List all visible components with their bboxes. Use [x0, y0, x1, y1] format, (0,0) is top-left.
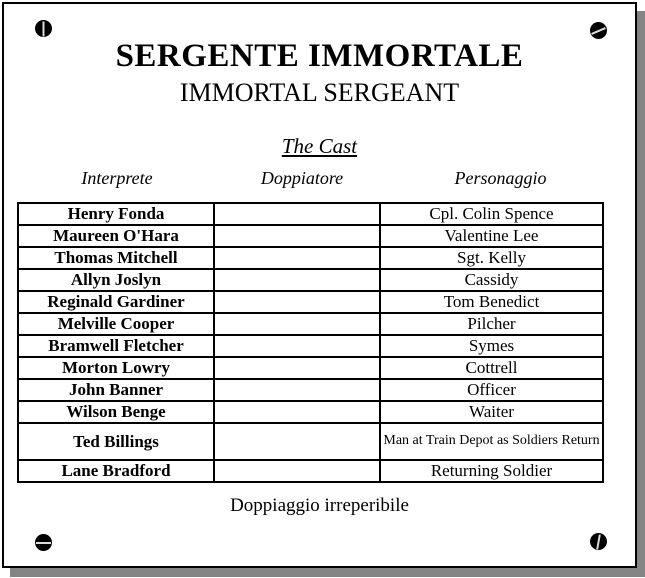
dubber-cell — [214, 379, 380, 401]
actor-cell: Henry Fonda — [18, 203, 214, 225]
table-row — [18, 291, 603, 313]
dubber-cell — [214, 291, 380, 313]
page-subtitle: IMMORTAL SERGEANT — [179, 78, 460, 107]
screw-head-icon — [590, 533, 607, 550]
table-row — [18, 247, 603, 269]
actor-cell: Melville Cooper — [18, 313, 214, 335]
page-title: SERGENTE IMMORTALE — [115, 38, 524, 74]
cast-heading-text: The Cast — [281, 134, 358, 158]
table-row — [18, 460, 603, 482]
dubber-cell — [214, 313, 380, 335]
cast-heading — [4, 136, 635, 157]
character-cell: Symes — [380, 335, 603, 357]
character-cell: Cassidy — [380, 269, 603, 291]
table-row — [18, 225, 603, 247]
character-cell: Officer — [380, 379, 603, 401]
table-row — [18, 203, 603, 225]
actor-cell: Thomas Mitchell — [18, 247, 214, 269]
character-cell: Man at Train Depot as Soldiers Return — [380, 423, 603, 460]
character-cell: Waiter — [380, 401, 603, 423]
screw-slot — [36, 542, 51, 544]
actor-cell: Maureen O'Hara — [18, 225, 214, 247]
table-row — [18, 401, 603, 423]
table-row — [18, 357, 603, 379]
dubber-cell — [214, 269, 380, 291]
screw-head-icon — [35, 534, 52, 551]
page-board — [2, 2, 637, 568]
column-header-personaggio: Personaggio — [454, 168, 547, 188]
character-cell: Returning Soldier — [380, 460, 603, 482]
actor-cell: Bramwell Fletcher — [18, 335, 214, 357]
table-row — [18, 269, 603, 291]
actor-cell: Wilson Benge — [18, 401, 214, 423]
table-row — [18, 379, 603, 401]
column-header-doppiatore: Doppiatore — [260, 168, 344, 188]
actor-cell: Morton Lowry — [18, 357, 214, 379]
character-cell: Tom Benedict — [380, 291, 603, 313]
dubber-cell — [214, 423, 380, 460]
dubber-cell — [214, 203, 380, 225]
dubber-cell — [214, 460, 380, 482]
character-cell: Sgt. Kelly — [380, 247, 603, 269]
table-row — [18, 423, 603, 460]
column-header-interprete: Interprete — [81, 168, 153, 188]
table-row — [18, 335, 603, 357]
character-cell: Cpl. Colin Spence — [380, 203, 603, 225]
character-cell: Pilcher — [380, 313, 603, 335]
screw-slot — [591, 27, 606, 35]
table-row — [18, 313, 603, 335]
dubber-cell — [214, 401, 380, 423]
actor-cell: Lane Bradford — [18, 460, 214, 482]
character-cell: Cottrell — [380, 357, 603, 379]
screw-head-icon — [35, 20, 52, 37]
actor-cell: Reginald Gardiner — [18, 291, 214, 313]
actor-cell: Ted Billings — [18, 423, 214, 460]
dubber-cell — [214, 357, 380, 379]
dubber-cell — [214, 335, 380, 357]
screw-slot — [596, 534, 601, 549]
screw-slot — [43, 21, 45, 36]
dubbing-note: Doppiaggio irreperibile — [230, 494, 409, 516]
character-cell: Valentine Lee — [380, 225, 603, 247]
actor-cell: Allyn Joslyn — [18, 269, 214, 291]
dubber-cell — [214, 247, 380, 269]
screw-head-icon — [590, 22, 607, 39]
dubber-cell — [214, 225, 380, 247]
actor-cell: John Banner — [18, 379, 214, 401]
table-column-headers — [17, 169, 635, 189]
cast-table — [17, 202, 604, 483]
